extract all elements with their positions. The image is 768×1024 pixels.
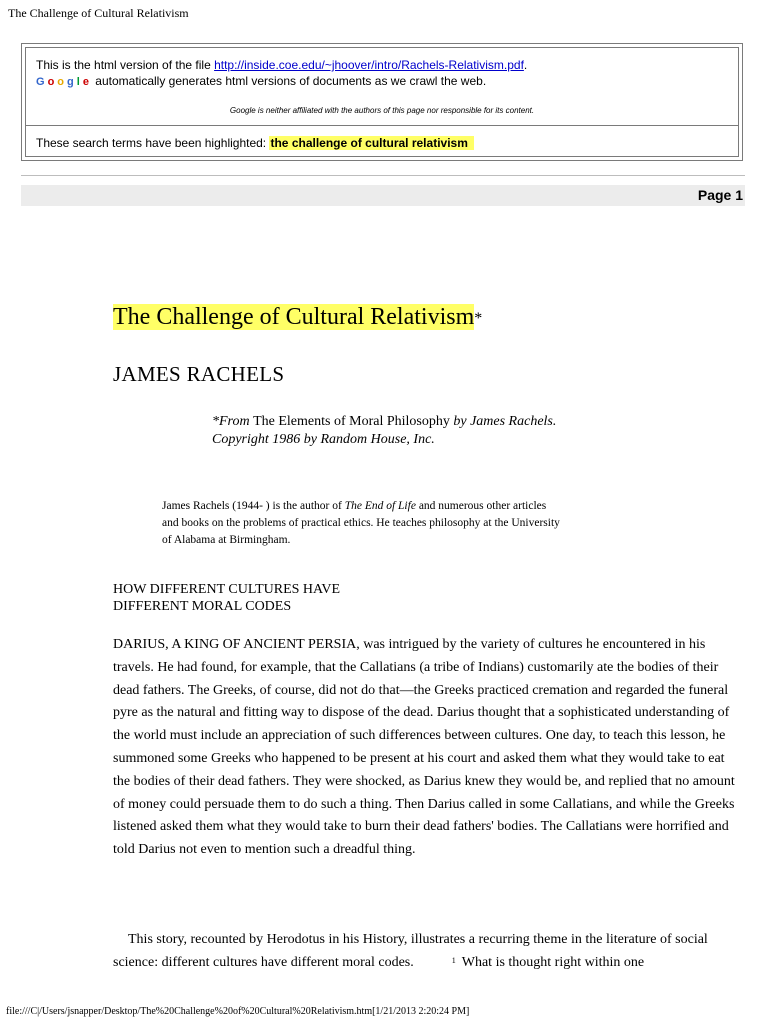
document-title — [113, 303, 482, 331]
cache-source-prefix: This is the html version of the file — [36, 58, 215, 72]
source-from: *From — [212, 414, 254, 429]
bio-suffix: and numerous other articles and books on the problems of practical ethics. He teaches philosophy at the University of Alabama at Birmingham. — [162, 500, 560, 546]
original-file-link[interactable]: http://inside.coe.edu/~jhoover/intro/Rachels-Relativism.pdf — [214, 58, 524, 72]
google-letter: e — [82, 76, 92, 88]
author-bio — [162, 498, 562, 549]
section-heading-line1: HOW DIFFERENT CULTURES HAVE — [113, 582, 341, 597]
document-title-text: The Challenge of Cultural Relativism — [113, 304, 475, 330]
body-paragraph-1: DARIUS, A KING OF ANCIENT PERSIA, was intrigued by the variety of cultures he encountered in his travels. He had found, for example, that the Callatians (a tribe of Indians) customarily ate the bodies of their dead fathers. The Greeks, of course, did not do that—the Greeks practiced cremation and regarded the funeral pyre as the natural and fitting way to dispose of the dead. Darius thought that a sophisticated understanding of the world must include an appreciation of such differences between cultures. One day, to teach this lesson, he summoned some Greeks who happened to be present at his court and asked them what they would take to eat the bodies of their dead fathers. They were shocked, as Darius knew they would be, and replied that no amount of money could persuade them to do such a thing. Then Darius called in some Callatians, and while the Greeks listened asked them what they would take to burn their dead fathers' bodies. The Callatians were horrified and told Darius not even to mention such a dreadful thing. — [113, 637, 735, 858]
google-letter: G — [36, 76, 48, 88]
google-letter: g — [67, 76, 77, 88]
bio-book-title: The End of Life — [344, 500, 416, 512]
cache-disclaimer: Google is neither affiliated with the authors of this page nor responsible for its content. — [229, 106, 535, 115]
source-book-title: The Elements of Moral Philosophy — [253, 414, 450, 429]
body-paragraph-2 — [113, 929, 743, 975]
print-header-title: The Challenge of Cultural Relativism — [8, 6, 189, 20]
google-letter: o — [57, 76, 68, 88]
source-citation — [212, 413, 556, 449]
divider-line — [21, 175, 745, 176]
footnote-reference: 1 — [451, 955, 456, 965]
author-name: JAMES RACHELS — [113, 362, 285, 386]
print-footer-path: file:///C|/Users/jsnapper/Desktop/The%20Challenge%20of%20Cultural%20Relativism.htm[1/21/2013 2:20:24 PM] — [6, 1006, 470, 1017]
google-letter: l — [76, 76, 83, 88]
source-copyright: Copyright 1986 by Random House, Inc. — [212, 432, 435, 447]
page-bar — [21, 185, 745, 206]
paragraph2-start: This story, recounted by Herodotus in his History, illustrates a recurring theme in the literature of social science: different cultures have different moral codes. — [113, 932, 708, 970]
title-footnote-mark: * — [474, 310, 483, 327]
cache-source-line — [36, 58, 527, 73]
google-letter: o — [47, 76, 58, 88]
search-terms-label: These search terms have been highlighted: — [36, 136, 270, 150]
cache-source-suffix: . — [523, 58, 528, 72]
paragraph2-end: What is thought right within one — [461, 954, 645, 970]
search-terms-highlight: the challenge of cultural relativism — [269, 136, 473, 150]
section-heading — [113, 581, 340, 615]
cache-google-line — [36, 74, 486, 90]
cache-notice-info-row — [26, 48, 738, 126]
google-logo — [36, 74, 92, 88]
page-number-label: Page 1 — [697, 187, 743, 203]
section-heading-line2: DIFFERENT MORAL CODES — [113, 599, 292, 614]
google-cache-notice — [21, 43, 743, 161]
cache-google-text: automatically generates html versions of documents as we crawl the web. — [95, 74, 487, 88]
bio-prefix: James Rachels (1944- ) is the author of — [162, 500, 345, 512]
cache-notice-inner — [25, 47, 739, 157]
search-terms-line — [36, 136, 474, 150]
source-citation-line1 — [212, 413, 556, 431]
source-by: by James Rachels. — [449, 414, 557, 429]
